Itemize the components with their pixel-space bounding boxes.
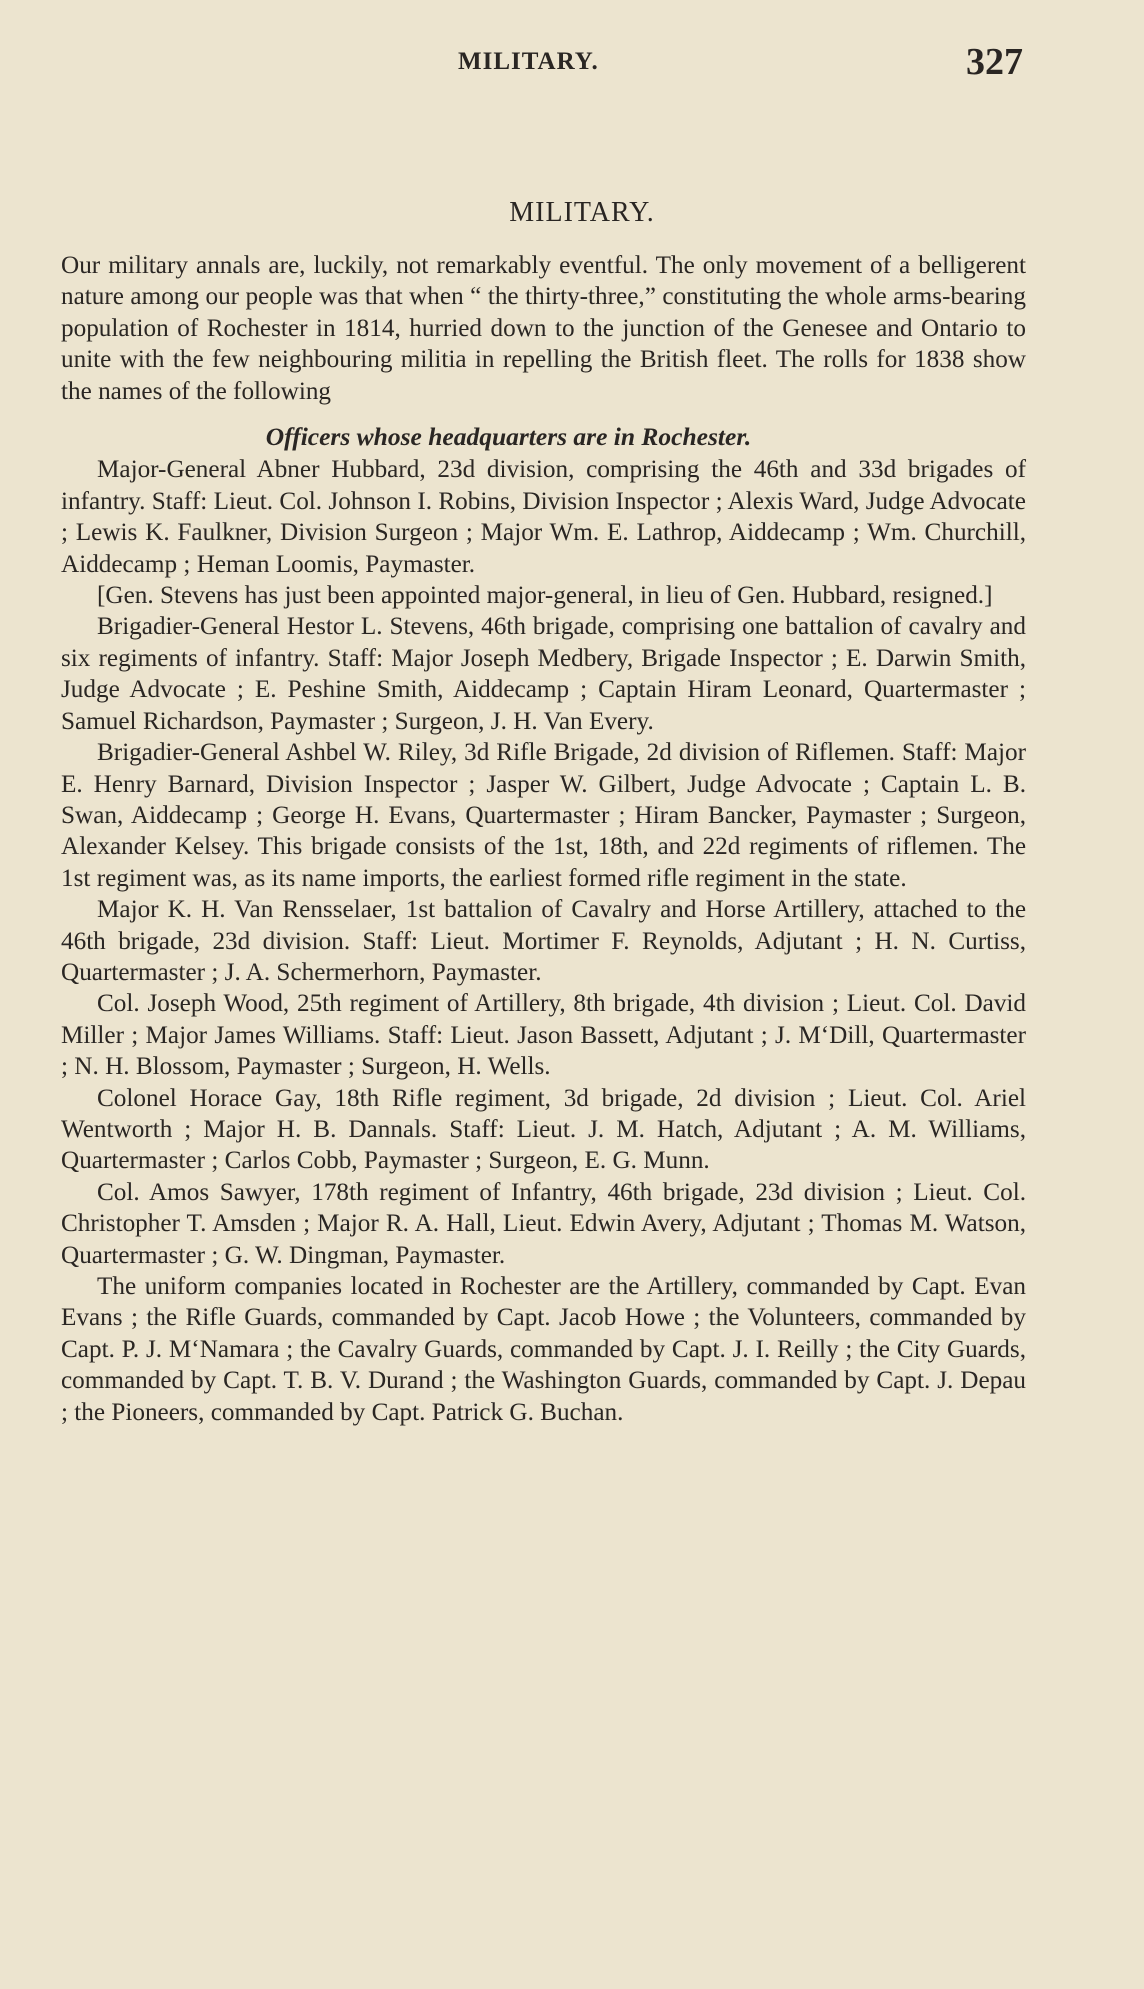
section-title: MILITARY. [509, 197, 655, 228]
paragraph-sawyer: Col. Amos Sawyer, 178th regiment of Infantry, 46th brigade, 23d division ; Lieut. Col. Christopher T. Amsden ; Major R. A. Hall, Lieut. Edwin Avery, Adjutant ; Thomas M. Watson, Quartermaster ; G. W. Dingman, Paymaster. [61, 1178, 1026, 1269]
officers-subheading: Officers whose headquarters are in Rochester. [265, 422, 752, 452]
paragraph-uniform-companies: The uniform companies located in Rochester are the Artillery, commanded by Capt. Evan Evans ; the Rifle Guards, commanded by Capt. Jacob Howe ; the Volunteers, commanded by Capt. P. J. M‘Namara ; the Cavalry Guards, commanded by Capt. J. I. Reilly ; the City Guards, commanded by Capt. T. B. V. Durand ; the Washington Guards, commanded by Capt. J. Depau ; the Pioneers, commanded by Capt. Patrick G. Buchan. [61, 1273, 1026, 1426]
paragraph-stevens-brigade: Brigadier-General Hestor L. Stevens, 46th brigade, comprising one battalion of cavalry and six regiments of infantry. Staff: Major Joseph Medbery, Brigade Inspector ; E. Darwin Smith, Judge Advocate ; E. Peshine Smith, Aiddecamp ; Captain Hiram Leonard, Quartermaster ; Samuel Richardson, Paymaster ; Surgeon, J. H. Van Every. [61, 613, 1026, 735]
paragraph-hubbard: Major-General Abner Hubbard, 23d division, comprising the 46th and 33d brigades of infantry. Staff: Lieut. Col. Johnson I. Robins, Division Inspector ; Alexis Ward, Judge Advocate ; Lewis K. Faulkner, Division Surgeon ; Major Wm. E. Lathrop, Aiddecamp ; Wm. Churchill, Aiddecamp ; Heman Loomis, Paymaster. [61, 456, 1026, 578]
paragraph-riley: Brigadier-General Ashbel W. Riley, 3d Rifle Brigade, 2d division of Riflemen. Staff: Major E. Henry Barnard, Division Inspector ; Jasper W. Gilbert, Judge Advocate ; Captain L. B. Swan, Aiddecamp ; George H. Evans, Quartermaster ; Hiram Bancker, Paymaster ; Surgeon, Alexander Kelsey. This brigade consists of the 1st, 18th, and 22d regiments of riflemen. The 1st regiment was, as its name imports, the earliest formed rifle regiment in the state. [61, 739, 1026, 892]
running-head [0, 40, 1144, 83]
body-text [61, 250, 1026, 1428]
paragraph-gay: Colonel Horace Gay, 18th Rifle regiment, 3d brigade, 2d division ; Lieut. Col. Ariel Wentworth ; Major H. B. Dannals. Staff: Lieut. J. M. Hatch, Adjutant ; A. M. Williams, Quartermaster ; Carlos Cobb, Paymaster ; Surgeon, E. G. Munn. [61, 1084, 1026, 1175]
intro-paragraph: Our military annals are, luckily, not remarkably eventful. The only movement of a belligerent nature among our people was that when “ the thirty-three,” constituting the whole arms-bearing population of Rochester in 1814, hurried down to the junction of the Genesee and Ontario to unite with the few neighbouring militia in repelling the British fleet. The rolls for 1838 show the names of the following [61, 252, 1026, 405]
paragraph-stevens-note: [Gen. Stevens has just been appointed major-general, in lieu of Gen. Hubbard, resigned.] [97, 582, 993, 610]
paragraph-van-rensselaer: Major K. H. Van Rensselaer, 1st battalion of Cavalry and Horse Artillery, attached to the 46th brigade, 23d division. Staff: Lieut. Mortimer F. Reynolds, Adjutant ; H. N. Curtiss, Quartermaster ; J. A. Schermerhorn, Paymaster. [61, 896, 1026, 986]
paragraph-wood: Col. Joseph Wood, 25th regiment of Artillery, 8th brigade, 4th division ; Lieut. Col. David Miller ; Major James Williams. Staff: Lieut. Jason Bassett, Adjutant ; J. M‘Dill, Quartermaster ; N. H. Blossom, Paymaster ; Surgeon, H. Wells. [61, 990, 1026, 1081]
page-number: 327 [966, 41, 1023, 83]
running-head-title: MILITARY. [458, 48, 599, 75]
